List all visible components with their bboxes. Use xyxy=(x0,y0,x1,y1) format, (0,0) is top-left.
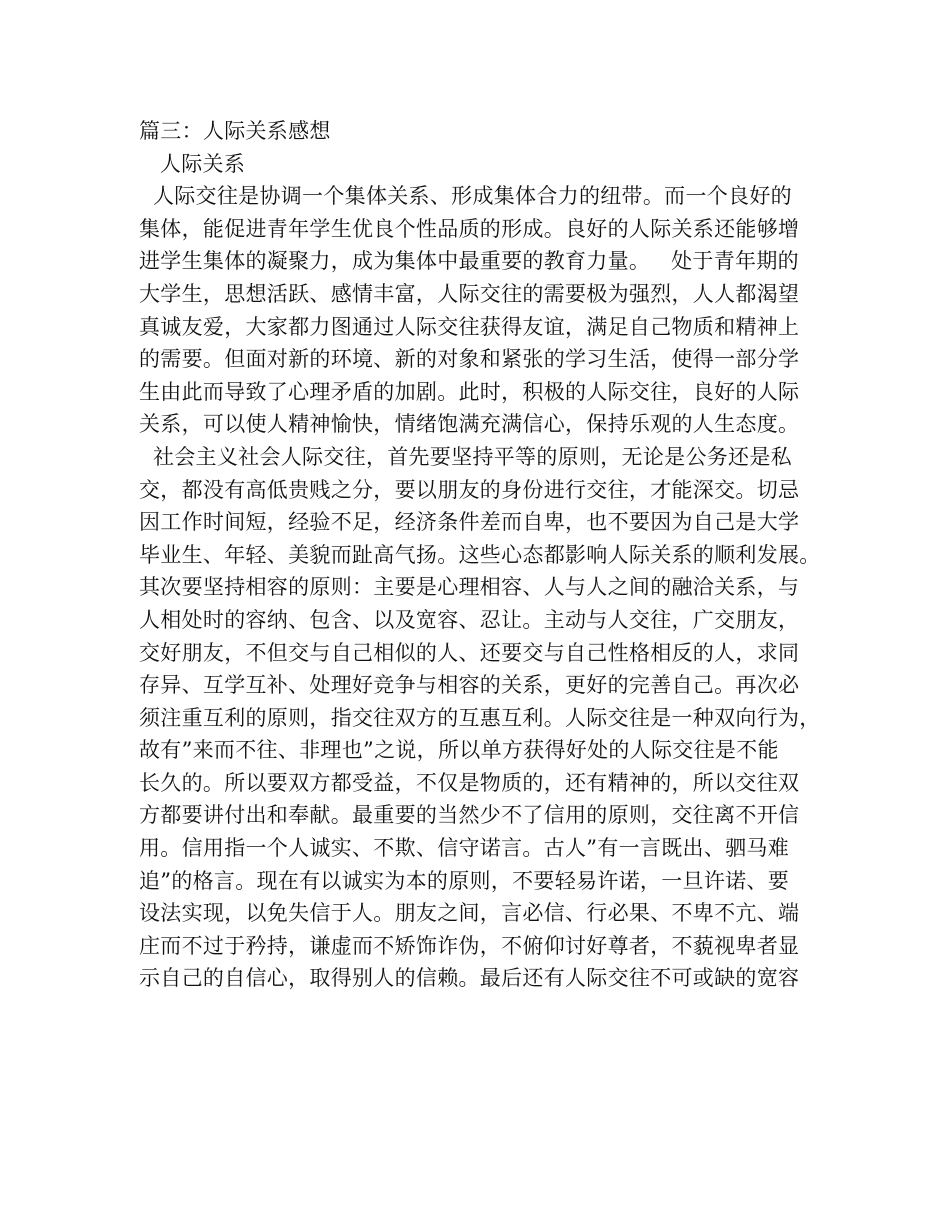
text-line: 交，都没有高低贵贱之分，要以朋友的身份进行交往，才能深交。切忌 xyxy=(139,477,800,502)
text-line: 真诚友爱，大家都力图通过人际交往获得友谊，满足自己物质和精神上 xyxy=(139,314,800,339)
text-line: 社会主义社会人际交往，首先要坚持平等的原则，无论是公务还是私 xyxy=(139,444,792,469)
text-line: 长久的。所以要双方都受益，不仅是物质的，还有精神的，所以交往双 xyxy=(139,770,800,795)
text-line: 方都要讲付出和奉献。最重要的当然少不了信用的原则，交往离不开信 xyxy=(139,803,800,828)
text-line: 其次要坚持相容的原则：主要是心理相容、人与人之间的融洽关系，与 xyxy=(139,575,800,600)
article-title: 人际关系 xyxy=(139,151,246,176)
text-line: 人际交往是协调一个集体关系、形成集体合力的纽带。而一个良好的 xyxy=(139,184,792,209)
text-line: 交好朋友，不但交与自己相似的人、还要交与自己性格相反的人，求同 xyxy=(139,640,800,665)
text-line: 庄而不过于矜持，谦虚而不矫饰诈伪，不俯仰讨好尊者，不藐视卑者显 xyxy=(139,933,800,958)
document-body xyxy=(139,115,829,995)
text-line: 须注重互利的原则，指交往双方的互惠互利。人际交往是一种双向行为， xyxy=(139,705,821,730)
text-line: 示自己的自信心，取得别人的信赖。最后还有人际交往不可或缺的宽容 xyxy=(139,966,800,991)
text-line: 因工作时间短，经验不足，经济条件差而自卑，也不要因为自己是大学 xyxy=(139,510,800,535)
text-line: 追”的格言。现在有以诚实为本的原则，不要轻易许诺，一旦许诺、要 xyxy=(139,868,790,893)
text-line: 关系，可以使人精神愉快，情绪饱满充满信心，保持乐观的人生态度。 xyxy=(139,412,800,437)
text-line: 的需要。但面对新的环境、新的对象和紧张的学习生活，使得一部分学 xyxy=(139,347,800,372)
text-line: 毕业生、年轻、美貌而趾高气扬。这些心态都影响人际关系的顺利发展。 xyxy=(139,542,821,567)
text-line: 生由此而导致了心理矛盾的加剧。此时，积极的人际交往，良好的人际 xyxy=(139,379,800,404)
text-line: 设法实现，以免失信于人。朋友之间，言必信、行必果、不卑不亢、端 xyxy=(139,901,800,926)
text-line: 存异、互学互补、处理好竞争与相容的关系，更好的完善自己。再次必 xyxy=(139,673,800,698)
text-line: 用。信用指一个人诚实、不欺、信守诺言。古人”有一言既出、驷马难 xyxy=(139,836,790,861)
text-line: 故有”来而不往、非理也”之说，所以单方获得好处的人际交往是不能 xyxy=(139,738,779,763)
text-line: 大学生，思想活跃、感情丰富，人际交往的需要极为强烈，人人都渴望 xyxy=(139,281,800,306)
text-line: 集体，能促进青年学生优良个性品质的形成。良好的人际关系还能够增 xyxy=(139,216,800,241)
text-line: 进学生集体的凝聚力，成为集体中最重要的教育力量。 处于青年期的 xyxy=(139,249,799,274)
text-line: 人相处时的容纳、包含、以及宽容、忍让。主动与人交往，广交朋友， xyxy=(139,607,800,632)
section-heading: 篇三：人际关系感想 xyxy=(139,119,331,143)
